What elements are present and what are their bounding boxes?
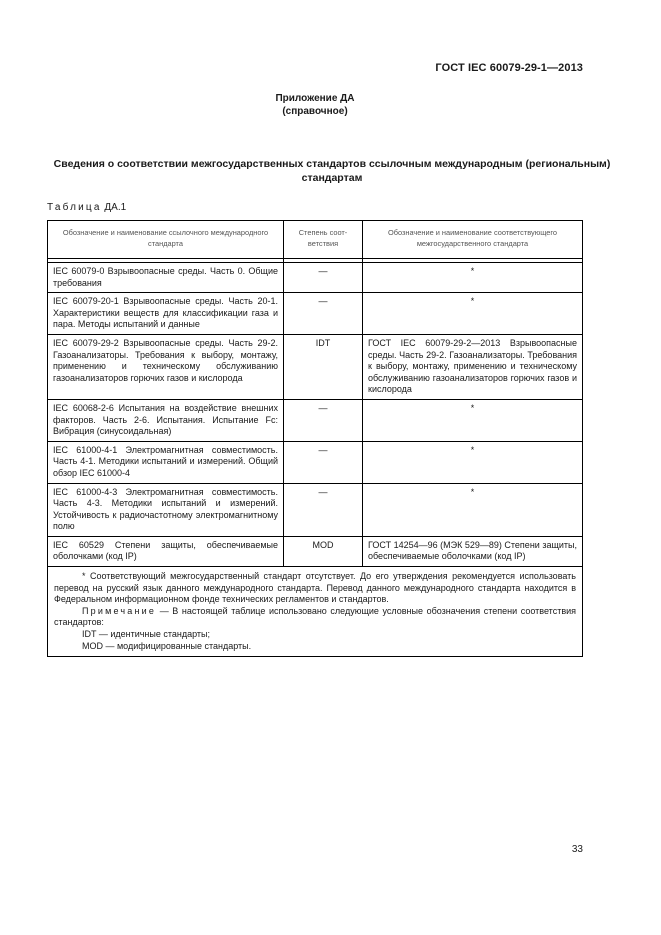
cell-international: IEC 60079-0 Взрывоопасные среды. Часть 0. Общие требования — [48, 263, 284, 293]
cell-degree: — — [284, 441, 363, 483]
note — [54, 606, 576, 629]
table-label-number: ДА.1 — [104, 202, 127, 213]
cell-interstate: * — [363, 293, 583, 335]
table-label-prefix: Таблица — [47, 202, 102, 213]
annex-title: Приложение ДА — [275, 93, 355, 104]
table-row — [48, 441, 583, 483]
table-footer-row — [48, 567, 583, 657]
section-title: Сведения о соответствии межгосударственных стандартов ссылочным международным (региональным) стандартам — [53, 158, 611, 184]
cell-international: IEC 60529 Степени защиты, обеспечиваемые оболочками (код IP) — [48, 536, 284, 566]
annex-subtitle: (справочное) — [282, 106, 348, 117]
table-row — [48, 293, 583, 335]
annex-heading — [0, 92, 630, 118]
cell-international: IEC 60079-29-2 Взрывоопасные среды. Часть 29-2. Газоанализаторы. Требования к выбору, монтажу, применению и техническому обслуживанию газоанализаторов горючих газов и кислорода — [48, 334, 284, 399]
footnote: * Соответствующий межгосударственный стандарт отсутствует. До его утверждения рекомендуется использовать перевод на русский язык данного международного стандарта. Перевод данного международного стандарта находится в Федеральном информационном фонде технических регламентов и стандартов. — [54, 571, 576, 605]
cell-interstate: * — [363, 263, 583, 293]
cell-interstate: ГОСТ 14254—96 (МЭК 529—89) Степени защиты, обеспечиваемые оболочками (код IP) — [363, 536, 583, 566]
table-row — [48, 263, 583, 293]
cell-degree: — — [284, 399, 363, 441]
header-degree: Степень соответствия — [284, 221, 363, 259]
correspondence-table — [47, 220, 583, 657]
table-label — [47, 202, 126, 213]
header-interstate-standard: Обозначение и наименование соответствующего межгосударственного стандарта — [363, 221, 583, 259]
cell-interstate: * — [363, 441, 583, 483]
cell-degree: — — [284, 263, 363, 293]
cell-interstate: * — [363, 483, 583, 536]
cell-international: IEC 61000-4-1 Электромагнитная совместимость. Часть 4-1. Методики испытаний и измерений. Общий обзор IEC 61000-4 — [48, 441, 284, 483]
cell-degree: IDT — [284, 334, 363, 399]
table-row — [48, 399, 583, 441]
table-header-row — [48, 221, 583, 259]
cell-international: IEC 61000-4-3 Электромагнитная совместимость. Часть 4-3. Методики испытаний и измерений. Устойчивость к радиочастотному электромагнитному полю — [48, 483, 284, 536]
legend-idt: IDT — идентичные стандарты; — [82, 629, 211, 640]
cell-degree: MOD — [284, 536, 363, 566]
note-text: — В настоящей таблице использовано следующие условные обозначения степени соответствия стандартов: — [54, 605, 576, 628]
note-label: Примечание — [82, 605, 157, 616]
cell-international: IEC 60079-20-1 Взрывоопасные среды. Часть 20-1. Характеристики веществ для классификации газа и пара. Методы испытаний и данные — [48, 293, 284, 335]
cell-degree: — — [284, 483, 363, 536]
table-row — [48, 536, 583, 566]
document-code: ГОСТ IEC 60079-29-1—2013 — [435, 62, 583, 74]
table-row — [48, 334, 583, 399]
table-footer — [48, 567, 583, 657]
page-number: 33 — [571, 844, 583, 855]
table-row — [48, 483, 583, 536]
header-international-standard: Обозначение и наименование ссылочного международного стандарта — [48, 221, 284, 259]
legend-mod: MOD — модифицированные стандарты. — [82, 640, 252, 651]
cell-interstate: ГОСТ IEC 60079-29-2—2013 Взрывоопасные среды. Часть 29-2. Газоанализаторы. Требования к выбору, монтажу, применению и техническому обслуживанию газоанализаторов горючих газов и кислорода — [363, 334, 583, 399]
cell-interstate: * — [363, 399, 583, 441]
cell-degree: — — [284, 293, 363, 335]
cell-international: IEC 60068-2-6 Испытания на воздействие внешних факторов. Часть 2-6. Испытания. Испытание Fc: Вибрация (синусоидальная) — [48, 399, 284, 441]
